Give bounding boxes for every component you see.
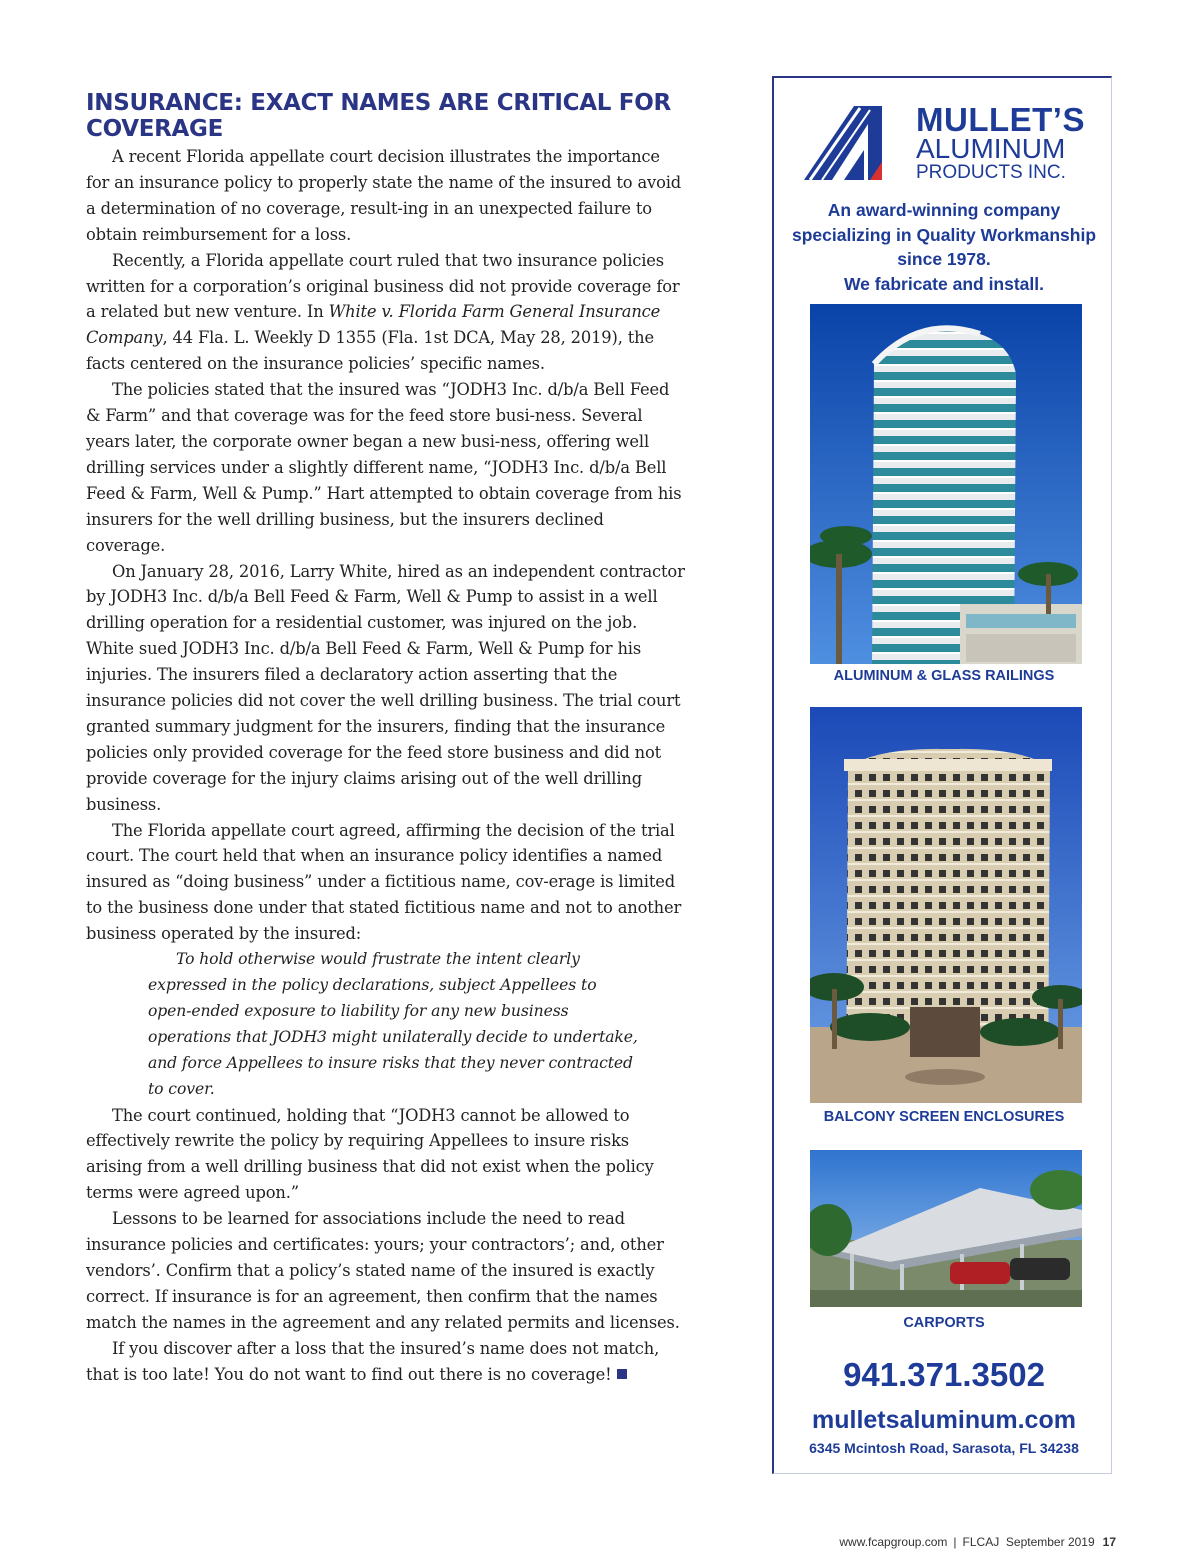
tagline-line-4: We fabricate and install. bbox=[843, 273, 1044, 294]
logo-text-aluminum: ALUMINUM bbox=[916, 133, 1066, 164]
photo-tower-railings bbox=[810, 304, 1082, 664]
caption-screen-enclosures: BALCONY SCREEN ENCLOSURES bbox=[823, 1109, 1065, 1125]
paragraph-7: Lessons to be learned for associations include the need to read insurance policies and certificates: yours; your contractors’; and, other vendors’. Confirm that a policy’s stated name of the insured is exactly correct. If insurance is for an agreement, then confirm that the names match the names in the agreement and any related permits and licenses. bbox=[86, 1209, 680, 1332]
ad-phone-number: 941.371.3502 bbox=[843, 1356, 1045, 1393]
paragraph-8 bbox=[86, 1336, 686, 1388]
footer-publication: FLCAJ bbox=[962, 1535, 1000, 1549]
article bbox=[86, 90, 686, 1388]
logo-text-products: PRODUCTS INC. bbox=[916, 162, 1066, 183]
logo-text-name: MULLET’S bbox=[916, 101, 1085, 138]
ad-address: 6345 Mcintosh Road, Sarasota, FL 34238 bbox=[809, 1440, 1079, 1456]
advertisement bbox=[772, 76, 1112, 1474]
article-headline: INSURANCE: EXACT NAMES ARE CRITICAL FOR COVERAGE bbox=[86, 90, 671, 142]
photo-tower-screen-enclosures bbox=[810, 707, 1082, 1103]
footer-site: www.fcapgroup.com bbox=[839, 1535, 948, 1549]
paragraph-2-text-b: , 44 Fla. L. Weekly D 1355 (Fla. 1st DCA, May 28, 2019), the facts centered on the insurance policies’ specific names. bbox=[86, 328, 654, 374]
paragraph-8-text: If you discover after a loss that the insured’s name does not match, that is too late! You do not want to find out there is no coverage! bbox=[86, 1338, 660, 1384]
paragraph-5: The Florida appellate court agreed, affirming the decision of the trial court. The court held that when an insurance policy identifies a named insured as “doing business” under a fictitious name, cov-erage is limited to the business done under that stated fictitious name and not to another business operated by the insured: bbox=[86, 820, 682, 944]
company-logo bbox=[804, 102, 1094, 184]
paragraph-4: On January 28, 2016, Larry White, hired as an independent contractor by JODH3 Inc. d/b/a Bell Feed & Farm, Well & Pump to assist in a well drilling operation for a residential customer, was injured on the job. White sued JODH3 Inc. d/b/a Bell Feed & Farm, Well & Pump for his injuries. The insurers filed a declaratory action asserting that the insurance policies did not cover the well drilling business. The trial court granted summary judgment for the insurers, finding that the insurance policies only provided coverage for the feed store business and did not provide coverage for the injury claims arising out of the well drilling business. bbox=[86, 561, 685, 814]
page-footer bbox=[839, 1535, 1116, 1549]
paragraph-3: The policies stated that the insured was “JODH3 Inc. d/b/a Bell Feed & Farm” and that coverage was for the feed store busi-ness. Several years later, the corporate owner began a new busi-ness, offering well drilling services under a slightly different name, “JODH3 Inc. d/b/a Bell Feed & Farm, Well & Pump.” Hart attempted to obtain coverage from his insurers for the well drilling business, but the insurers declined coverage. bbox=[86, 380, 682, 555]
case-citation: White v. Florida Farm General Insurance Company bbox=[86, 302, 661, 348]
page-number: 17 bbox=[1102, 1535, 1116, 1549]
paragraph-2 bbox=[86, 248, 686, 378]
ad-tagline bbox=[774, 198, 1114, 296]
ad-website: mulletsaluminum.com bbox=[812, 1406, 1076, 1434]
caption-railings: ALUMINUM & GLASS RAILINGS bbox=[833, 668, 1055, 684]
end-mark-icon bbox=[617, 1369, 627, 1379]
block-quote: To hold otherwise would frustrate the intent clearly expressed in the policy declarations, subject Appellees to open-ended exposure to liability for any new business operations that JODH3 might unilaterally decide to undertake, and force Appellees to insure risks that they never contracted to cover. bbox=[148, 950, 638, 1098]
paragraph-6: The court continued, holding that “JODH3 cannot be allowed to effectively rewrite the policy by requiring Appellees to insure risks arising from a well drilling business that did not exist when the policy terms were agreed upon.” bbox=[86, 1105, 654, 1203]
tagline-line-3: since 1978. bbox=[897, 249, 991, 269]
logo-mark-icon bbox=[804, 106, 914, 180]
caption-carports: CARPORTS bbox=[903, 1315, 985, 1331]
paragraph-2-text-a: Recently, a Florida appellate court ruled that two insurance policies written for a corporation’s original business did not provide coverage for a related but new venture. In bbox=[86, 250, 680, 322]
footer-date: September 2019 bbox=[1005, 1535, 1095, 1549]
photo-carports bbox=[810, 1150, 1082, 1307]
tagline-line-2: specializing in Quality Workmanship bbox=[791, 224, 1097, 245]
tagline-line-1: An award-winning company bbox=[827, 200, 1061, 220]
footer-separator: | bbox=[953, 1535, 957, 1549]
paragraph-1: A recent Florida appellate court decision illustrates the importance for an insurance policy to properly state the name of the insured to avoid a determination of no coverage, result-ing in an unexpected failure to obtain reimbursement for a loss. bbox=[86, 147, 682, 244]
